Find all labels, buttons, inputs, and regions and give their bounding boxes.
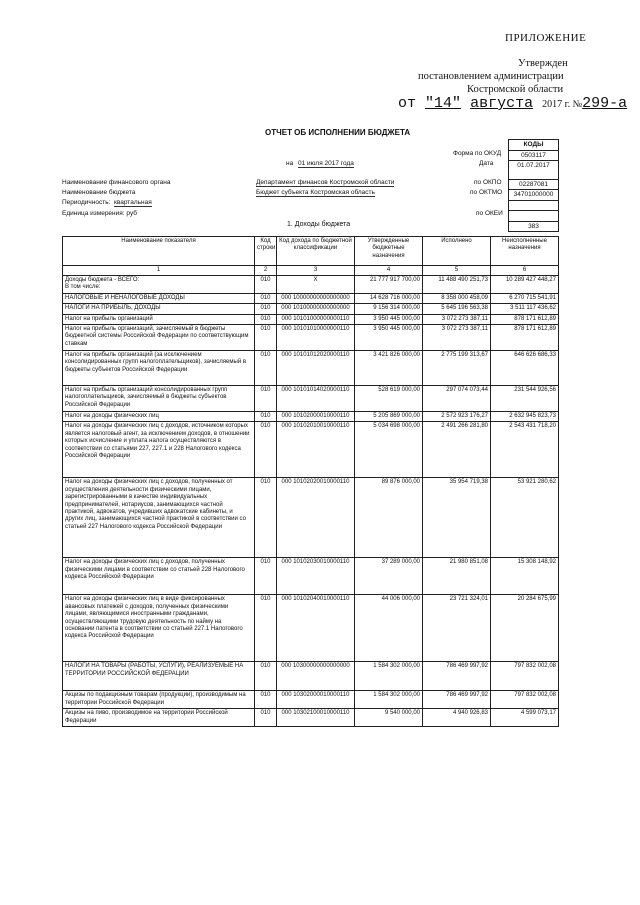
table-body [63,276,559,727]
row-name: НАЛОГИ НА ПРИБЫЛЬ, ДОХОДЫ [63,304,255,314]
table-row [63,662,559,691]
table-header-row [63,237,559,266]
row-unexecuted: 10 289 427 448,27 [491,276,559,294]
row-executed: 2 491 266 281,80 [423,422,491,478]
row-name: Налог на прибыль организаций (за исключением консолидированных групп налогоплательщиков), зачисляемый в бюджеты субъектов Российской Федерации [63,351,255,386]
oktmo-label: по ОКТМО [470,189,503,196]
row-unexecuted: 2 632 945 823,73 [491,412,559,422]
report-title: ОТЧЕТ ОБ ИСПОЛНЕНИИ БЮДЖЕТА [265,128,411,137]
row-approved: 528 619 000,00 [355,386,423,412]
oktmo-value: 34701000000 [509,189,558,200]
row-approved: 44 006 000,00 [355,595,423,662]
row-line-code: 010 [255,276,277,294]
row-approved: 1 584 302 000,00 [355,691,423,709]
col-number: 2 [255,266,277,276]
row-name: Налог на доходы физических лиц с доходов, полученных физическими лицами в соответствии со статьей 228 Налогового кодекса Российской Федерации [63,558,255,595]
blank-code-2 [509,210,558,221]
budget-value: Бюджет субъекта Костромская область [256,189,375,196]
row-line-code: 010 [255,386,277,412]
revenue-table [62,236,559,727]
row-name: Акцизы по подакцизным товарам (продукции), производимым на территории Российской Федерации [63,691,255,709]
row-executed: 5 645 196 563,38 [423,304,491,314]
row-name: Налог на доходы физических лиц [63,412,255,422]
row-income-code: 000 10300000000000000 [277,662,355,691]
okpo-value: 02287081 [509,179,558,190]
row-approved: 9 156 314 000,00 [355,304,423,314]
decree-number: 299-а [582,95,628,112]
row-income-code: 000 10302100010000110 [277,709,355,727]
region-label: Костромской области [467,84,564,95]
okpo-label: по ОКПО [474,179,502,186]
table-row [63,412,559,422]
row-approved: 5 205 869 000,00 [355,412,423,422]
row-income-code: 000 10100000000000000 [277,304,355,314]
section-title: 1. Доходы бюджета [287,221,351,228]
okud-value: 0503117 [509,150,558,161]
codes-box [508,139,559,232]
date-prefix: на [286,160,294,167]
row-income-code: 000 10102020010000110 [277,478,355,558]
table-row [63,276,559,294]
decree-from: от [398,95,417,112]
col-number: 5 [423,266,491,276]
row-name: Акцизы на пиво, производимое на территории Российской Федерации [63,709,255,727]
row-executed: 8 358 000 458,09 [423,293,491,303]
blank-code-1 [509,200,558,211]
table-row [63,691,559,709]
col-header-executed: Исполнено [423,237,491,266]
row-line-code: 010 [255,351,277,386]
row-line-code: 010 [255,412,277,422]
row-executed: 2 775 199 313,67 [423,351,491,386]
row-unexecuted: 6 270 715 541,91 [491,293,559,303]
row-line-code: 010 [255,709,277,727]
table-row [63,325,559,351]
row-approved: 3 421 826 000,00 [355,351,423,386]
row-executed: 21 980 851,08 [423,558,491,595]
row-income-code: 000 10101014020000110 [277,386,355,412]
col-header-approved: Утвержденные бюджетные назначения [355,237,423,266]
row-line-code: 010 [255,595,277,662]
table-row [63,709,559,727]
period-value: квартальная [114,199,152,206]
row-executed: 786 469 997,92 [423,691,491,709]
date-label: Дата [479,160,494,167]
row-executed: 23 721 324,01 [423,595,491,662]
row-unexecuted: 2 543 431 718,20 [491,422,559,478]
row-approved: 3 950 445 000,00 [355,314,423,324]
table-row [63,293,559,303]
col-header-unexecuted: Неисполненные назначения [491,237,559,266]
row-unexecuted: 797 832 002,08 [491,691,559,709]
row-approved: 14 628 716 000,00 [355,293,423,303]
row-unexecuted: 231 544 926,56 [491,386,559,412]
row-name: Доходы бюджета - ВСЕГО: В том числе: [63,276,255,294]
table-row [63,386,559,412]
row-line-code: 010 [255,422,277,478]
okei-label: по ОКЕИ [476,210,503,217]
row-name: НАЛОГИ НА ТОВАРЫ (РАБОТЫ, УСЛУГИ), РЕАЛИЗУЕМЫЕ НА ТЕРРИТОРИИ РОССИЙСКОЙ ФЕДЕРАЦИИ [63,662,255,691]
row-name: НАЛОГОВЫЕ И НЕНАЛОГОВЫЕ ДОХОДЫ [63,293,255,303]
row-unexecuted: 4 599 073,17 [491,709,559,727]
fin-org-label: Наименование финансового органа [62,179,171,186]
row-income-code: 000 10101000000000110 [277,314,355,324]
row-executed: 35 954 719,38 [423,478,491,558]
approved-by-label: постановлением администрации [418,71,564,82]
col-number: 1 [63,266,255,276]
codes-header: КОДЫ [523,141,544,148]
row-income-code: 000 10102040010000110 [277,595,355,662]
col-number: 6 [491,266,559,276]
table-row [63,422,559,478]
row-unexecuted: 15 308 148,92 [491,558,559,595]
row-executed: 4 940 926,83 [423,709,491,727]
row-unexecuted: 20 284 675,99 [491,595,559,662]
table-row [63,558,559,595]
unit-label: Единица измерения: руб [62,210,137,217]
col-header-line: Код строки [255,237,277,266]
row-executed: 786 469 997,92 [423,662,491,691]
row-name: Налог на прибыль организаций, зачисляемый в бюджеты бюджетной системы Российской Федерации по соответствующим ставкам [63,325,255,351]
row-income-code: 000 10102030010000110 [277,558,355,595]
row-approved: 5 034 698 000,00 [355,422,423,478]
row-approved: 21 777 917 700,00 [355,276,423,294]
row-line-code: 010 [255,478,277,558]
col-header-name: Наименование показателя [63,237,255,266]
okud-label: Форма по ОКУД [453,150,502,157]
row-name: Налог на доходы физических лиц в виде фиксированных авансовых платежей с доходов, полученных физическими лицами, являющимися иностранными гражданами, осуществляющими трудовую деятельность по найму на основании патента в соответствии со статьей 227.1 Налогового кодекса Российской Федерации [63,595,255,662]
decree-month: августа [470,95,534,112]
row-income-code: 000 10302000010000110 [277,691,355,709]
row-name: Налог на прибыль организаций консолидированных групп налогоплательщиков, зачисляемый в бюджеты субъектов Российской Федерации [63,386,255,412]
row-income-code: X [277,276,355,294]
row-executed: 2 572 923 176,27 [423,412,491,422]
row-executed: 297 074 073,44 [423,386,491,412]
okei-value: 383 [509,221,558,232]
col-number: 3 [277,266,355,276]
row-name: Налог на доходы физических лиц с доходов, источником которых является налоговый агент, за исключением доходов, в отношении которых исчисление и уплата налога осуществляются в соответствии со статьями 227, 227.1 и 228 Налогового кодекса Российской Федерации [63,422,255,478]
col-header-code: Код дохода по бюджетной классификации [277,237,355,266]
approved-label: Утвержден [518,58,568,69]
row-unexecuted: 878 171 612,89 [491,325,559,351]
row-name: Налог на доходы физических лиц с доходов, полученных от осуществления деятельности физическими лицами, зарегистрированными в качестве индивидуальных предпринимателей, нотариусов, занимающихся частной практикой, адвокатов, учредивших адвокатские кабинеты, и других лиц, занимающихся частной практикой в соответствии со статьей 227 Налогового кодекса Российской Федерации [63,478,255,558]
table-row [63,351,559,386]
decree-line [398,95,627,112]
row-approved: 89 876 000,00 [355,478,423,558]
row-line-code: 010 [255,314,277,324]
row-unexecuted: 797 832 002,08 [491,662,559,691]
report-date: 01 июля 2017 года [298,160,354,167]
period-label: Периодичность: [62,199,111,206]
row-executed: 11 488 490 251,73 [423,276,491,294]
row-executed: 3 072 273 387,11 [423,325,491,351]
appendix-label: ПРИЛОЖЕНИЕ [505,32,587,44]
fin-org-value: Департамент финансов Костромской области [256,179,395,186]
col-number: 4 [355,266,423,276]
row-income-code: 000 10000000000000000 [277,293,355,303]
row-line-code: 010 [255,325,277,351]
row-approved: 37 289 000,00 [355,558,423,595]
row-income-code: 000 10101012020000110 [277,351,355,386]
row-line-code: 010 [255,293,277,303]
budget-label: Наименование бюджета [62,189,136,196]
row-line-code: 010 [255,662,277,691]
row-approved: 1 584 302 000,00 [355,662,423,691]
row-executed: 3 072 273 387,11 [423,314,491,324]
date-code: 01.07.2017 [509,160,558,171]
row-name: Налог на прибыль организаций [63,314,255,324]
row-unexecuted: 878 171 612,89 [491,314,559,324]
row-line-code: 010 [255,691,277,709]
row-line-code: 010 [255,304,277,314]
decree-day: "14" [425,95,462,112]
row-approved: 9 540 000,00 [355,709,423,727]
decree-year: 2017 г. № [542,99,583,110]
row-unexecuted: 3 511 117 436,62 [491,304,559,314]
table-row [63,595,559,662]
row-income-code: 000 10102000010000110 [277,412,355,422]
row-unexecuted: 53 921 280,62 [491,478,559,558]
column-numbers-row [63,266,559,276]
row-line-code: 010 [255,558,277,595]
row-income-code: 000 10101010000000110 [277,325,355,351]
table-row [63,314,559,324]
table-row [63,304,559,314]
table-row [63,478,559,558]
row-income-code: 000 10102010010000110 [277,422,355,478]
row-unexecuted: 646 626 686,33 [491,351,559,386]
row-approved: 3 950 445 000,00 [355,325,423,351]
